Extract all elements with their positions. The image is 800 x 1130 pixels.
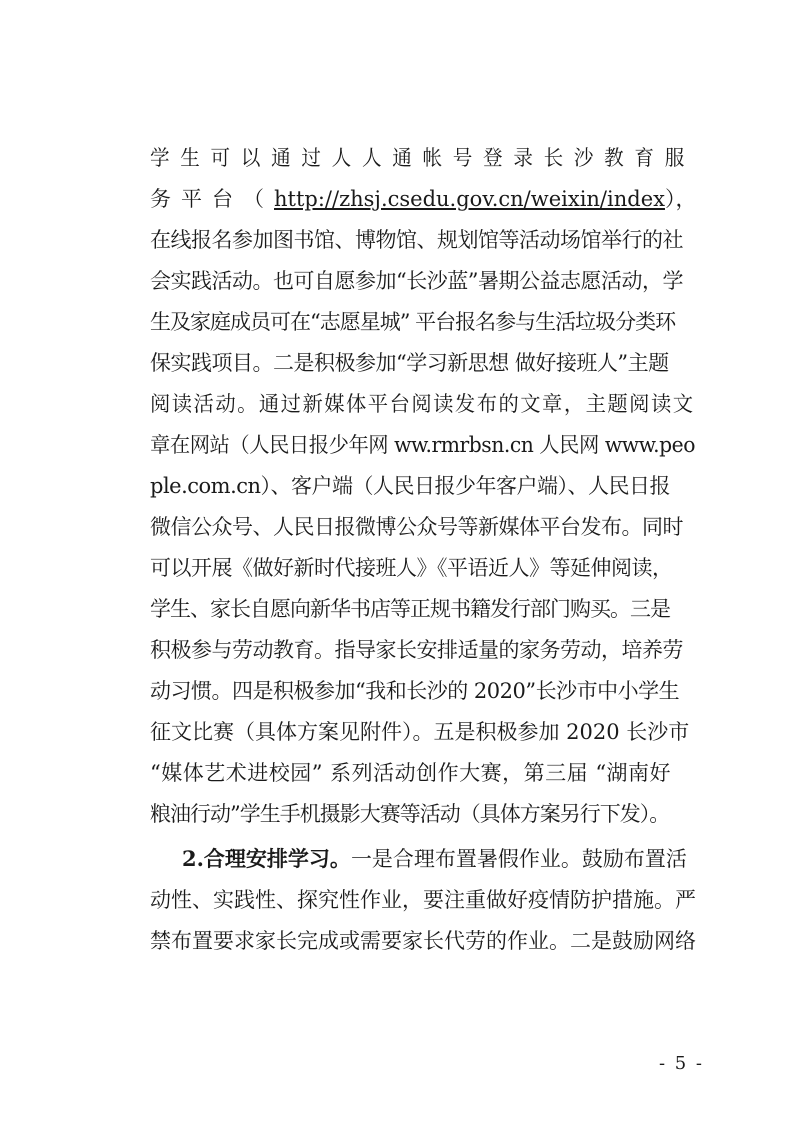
line-text: 学生可以通过人人通帐号登录长沙教育服	[150, 146, 695, 170]
paragraph-line-12	[150, 591, 695, 627]
paragraph-line-10	[150, 509, 695, 545]
line-text: 学生、家长自愿向新华书店等正规书籍发行部门购买。三是	[150, 597, 670, 621]
line-text: ple.com.cn）、客户端（人民日报少年客户端）、人民日报	[150, 474, 671, 498]
paragraph-line-20	[150, 923, 695, 959]
line-text: 阅读活动。通过新媒体平台阅读发布的文章，主题阅读文	[150, 392, 695, 416]
paragraph-line-14	[150, 673, 695, 709]
page-number: - 5 -	[658, 1053, 704, 1074]
paragraph-line-7	[150, 386, 695, 422]
paragraph-line-8	[150, 427, 695, 463]
line-text: 征文比赛（具体方案见附件）。五是积极参加 2020 长沙市	[150, 720, 690, 744]
paragraph-line-16	[150, 755, 695, 791]
paragraph-line-3	[150, 222, 695, 258]
paragraph-line-5	[150, 304, 695, 340]
paragraph-line-18	[182, 841, 695, 877]
line-text: 粮油行动”学生手机摄影大赛等活动（具体方案另行下发）。	[150, 802, 670, 826]
line-text: 禁布置要求家长完成或需要家长代劳的作业。二是鼓励网络	[150, 929, 696, 953]
paragraph-line-4	[150, 263, 695, 299]
line-text: 在线报名参加图书馆、博物馆、规划馆等活动场馆举行的社	[150, 228, 683, 252]
paragraph-line-11	[150, 550, 695, 586]
paragraph-line-17	[150, 796, 695, 832]
line-text: 会实践活动。也可自愿参加“长沙蓝”暑期公益志愿活动，学	[150, 269, 683, 293]
line-text: 一是合理布置暑假作业。鼓励布置活	[350, 847, 687, 871]
platform-url-link[interactable]: http://zhsj.csedu.gov.cn/weixin/index	[274, 187, 665, 211]
line-text: 生及家庭成员可在“志愿星城” 平台报名参与生活垃圾分类环	[150, 310, 676, 334]
line-text: 动习惯。四是积极参加“我和长沙的 2020”长沙市中小学生	[150, 679, 680, 703]
line-text: 务平台（	[150, 187, 274, 211]
line-text: ），	[664, 187, 697, 211]
line-text: 微信公众号、人民日报微博公众号等新媒体平台发布。同时	[150, 515, 683, 539]
paragraph-line-6	[150, 345, 695, 381]
line-text: 动性、实践性、探究性作业，要注重做好疫情防护措施。严	[150, 888, 696, 912]
line-text: 积极参与劳动教育。指导家长安排适量的家务劳动，培养劳	[150, 638, 683, 662]
section-heading: 2.合理安排学习。	[182, 846, 351, 871]
paragraph-line-2	[150, 181, 695, 217]
paragraph-line-1	[150, 140, 695, 176]
paragraph-line-19	[150, 882, 695, 918]
paragraph-line-15	[150, 714, 695, 750]
line-text: 章在网站（人民日报少年网 ww.rmrbsn.cn 人民网 www.peo	[150, 433, 695, 457]
paragraph-line-13	[150, 632, 695, 668]
line-text: 可以开展《做好新时代接班人》《平语近人》等延伸阅读，	[150, 556, 673, 580]
line-text: 保实践项目。二是积极参加“学习新思想 做好接班人”主题	[150, 351, 669, 375]
paragraph-line-9	[150, 468, 695, 504]
line-text: “媒体艺术进校园” 系列活动创作大赛，第三届 “湖南好	[150, 761, 672, 785]
